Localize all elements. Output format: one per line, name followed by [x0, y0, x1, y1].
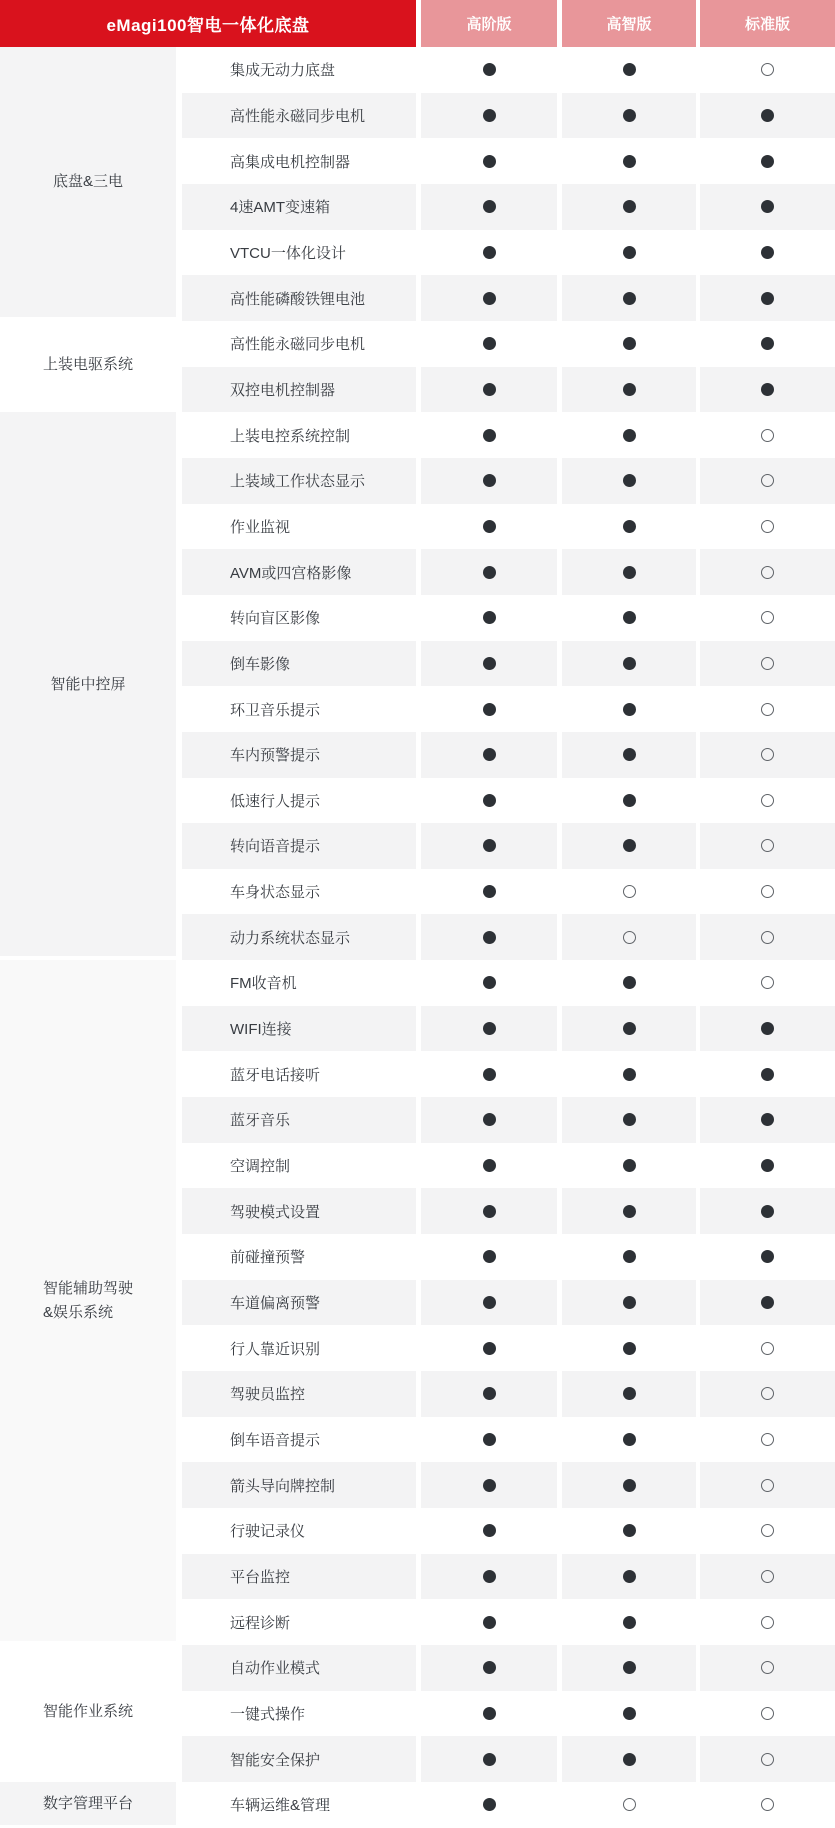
filled-dot-icon	[483, 383, 496, 396]
table-title: eMagi100智电一体化底盘	[0, 0, 416, 47]
availability-cell	[562, 1508, 696, 1554]
filled-dot-icon	[483, 1159, 496, 1172]
availability-cell	[700, 1280, 835, 1326]
availability-cell	[700, 1097, 835, 1143]
category-label	[43, 1792, 133, 1815]
filled-dot-icon	[483, 109, 496, 122]
filled-dot-icon	[761, 337, 774, 350]
category-label-line: &娱乐系统	[42, 1303, 113, 1321]
category-cell	[0, 1782, 176, 1825]
availability-cell	[421, 1371, 557, 1417]
availability-cell	[562, 504, 696, 550]
availability-cell	[421, 1462, 557, 1508]
feature-cell: FM收音机	[230, 975, 297, 993]
open-dot-icon	[761, 1570, 774, 1583]
open-dot-icon	[623, 931, 636, 944]
availability-cell	[421, 823, 557, 869]
filled-dot-icon	[483, 63, 496, 76]
availability-cell	[562, 1554, 696, 1600]
filled-dot-icon	[623, 1661, 636, 1674]
availability-cell	[700, 1188, 835, 1234]
feature-cell: 远程诊断	[230, 1614, 291, 1632]
column-header-trim-3: 标准版	[700, 0, 835, 47]
availability-cell	[421, 1051, 557, 1097]
category-label-line: 上装电驱系统	[42, 355, 133, 373]
filled-dot-icon	[623, 1250, 636, 1263]
open-dot-icon	[623, 1798, 636, 1811]
filled-dot-icon	[483, 611, 496, 624]
category-label	[50, 673, 125, 696]
open-dot-icon	[761, 657, 774, 670]
table-header	[0, 0, 835, 47]
filled-dot-icon	[761, 1022, 774, 1035]
category-label-line: 数字管理平台	[42, 1794, 133, 1812]
open-dot-icon	[761, 1524, 774, 1537]
availability-cell	[700, 595, 835, 641]
availability-cell	[421, 686, 557, 732]
availability-cell	[421, 1143, 557, 1189]
availability-cell	[700, 93, 835, 139]
filled-dot-icon	[483, 976, 496, 989]
availability-cell	[421, 93, 557, 139]
availability-cell	[700, 1462, 835, 1508]
availability-cell	[700, 1325, 835, 1371]
filled-dot-icon	[761, 1205, 774, 1218]
feature-cell: 转向语音提示	[182, 823, 416, 869]
availability-cell	[562, 1645, 696, 1691]
filled-dot-icon	[483, 1387, 496, 1400]
availability-cell	[562, 1143, 696, 1189]
filled-dot-icon	[623, 794, 636, 807]
open-dot-icon	[761, 885, 774, 898]
availability-cell	[421, 1325, 557, 1371]
open-dot-icon	[761, 520, 774, 533]
availability-cell	[700, 321, 835, 367]
filled-dot-icon	[623, 566, 636, 579]
feature-cell: 上装域工作状态显示	[182, 458, 416, 504]
availability-cell	[700, 367, 835, 413]
filled-dot-icon	[623, 246, 636, 259]
availability-cell	[700, 230, 835, 276]
filled-dot-icon	[761, 155, 774, 168]
availability-cell	[700, 549, 835, 595]
availability-cell	[421, 1234, 557, 1280]
filled-dot-icon	[623, 976, 636, 989]
availability-cell	[421, 869, 557, 915]
feature-cell: 自动作业模式	[182, 1645, 416, 1691]
filled-dot-icon	[761, 1113, 774, 1126]
open-dot-icon	[761, 703, 774, 716]
feature-cell: 驾驶模式设置	[182, 1188, 416, 1234]
feature-cell: 蓝牙电话接听	[230, 1066, 321, 1084]
availability-cell	[562, 1736, 696, 1782]
feature-cell: 行人靠近识别	[230, 1340, 321, 1358]
filled-dot-icon	[483, 657, 496, 670]
open-dot-icon	[761, 1661, 774, 1674]
category-label-line: 智能中控屏	[50, 675, 126, 693]
filled-dot-icon	[483, 1524, 496, 1537]
table-body	[0, 47, 835, 1828]
filled-dot-icon	[623, 611, 636, 624]
feature-cell: 前碰撞预警	[230, 1249, 306, 1267]
filled-dot-icon	[623, 1113, 636, 1126]
filled-dot-icon	[623, 1068, 636, 1081]
availability-cell	[421, 230, 557, 276]
availability-cell	[562, 1417, 696, 1463]
filled-dot-icon	[483, 839, 496, 852]
feature-cell: 空调控制	[230, 1158, 291, 1176]
availability-cell	[562, 1051, 696, 1097]
availability-cell	[562, 1006, 696, 1052]
filled-dot-icon	[483, 1753, 496, 1766]
filled-dot-icon	[483, 1433, 496, 1446]
availability-cell	[562, 412, 696, 458]
availability-cell	[562, 1371, 696, 1417]
filled-dot-icon	[483, 1616, 496, 1629]
filled-dot-icon	[761, 1296, 774, 1309]
feature-cell: 双控电机控制器	[182, 367, 416, 413]
open-dot-icon	[761, 748, 774, 761]
category-cell	[0, 1645, 176, 1778]
availability-cell	[700, 1051, 835, 1097]
filled-dot-icon	[623, 520, 636, 533]
availability-cell	[700, 412, 835, 458]
filled-dot-icon	[623, 1616, 636, 1629]
filled-dot-icon	[623, 1479, 636, 1492]
filled-dot-icon	[483, 429, 496, 442]
open-dot-icon	[761, 566, 774, 579]
feature-cell: 智能安全保护	[182, 1736, 416, 1782]
availability-cell	[700, 1599, 835, 1645]
open-dot-icon	[761, 1479, 774, 1492]
availability-cell	[421, 1736, 557, 1782]
availability-cell	[700, 184, 835, 230]
availability-cell	[700, 1417, 835, 1463]
category-label-line: 智能作业系统	[42, 1702, 133, 1720]
filled-dot-icon	[623, 200, 636, 213]
filled-dot-icon	[483, 1661, 496, 1674]
filled-dot-icon	[623, 1387, 636, 1400]
availability-cell	[421, 184, 557, 230]
filled-dot-icon	[761, 246, 774, 259]
feature-cell: 蓝牙音乐	[182, 1097, 416, 1143]
open-dot-icon	[761, 1387, 774, 1400]
availability-cell	[421, 1554, 557, 1600]
column-header-trim-2: 高智版	[562, 0, 696, 47]
availability-cell	[700, 47, 835, 93]
filled-dot-icon	[623, 1342, 636, 1355]
filled-dot-icon	[761, 292, 774, 305]
filled-dot-icon	[623, 1707, 636, 1720]
availability-cell	[421, 1691, 557, 1737]
feature-cell: 车身状态显示	[230, 884, 321, 902]
category-label	[53, 170, 123, 193]
availability-cell	[700, 960, 835, 1006]
availability-cell	[421, 504, 557, 550]
filled-dot-icon	[623, 383, 636, 396]
filled-dot-icon	[623, 292, 636, 305]
availability-cell	[700, 686, 835, 732]
filled-dot-icon	[623, 1159, 636, 1172]
filled-dot-icon	[623, 1205, 636, 1218]
filled-dot-icon	[623, 657, 636, 670]
category-cell	[0, 47, 176, 317]
feature-cell: 驾驶员监控	[182, 1371, 416, 1417]
availability-cell	[562, 732, 696, 778]
filled-dot-icon	[623, 1753, 636, 1766]
availability-cell	[421, 549, 557, 595]
availability-cell	[562, 1097, 696, 1143]
availability-cell	[700, 732, 835, 778]
feature-cell: 动力系统状态显示	[182, 914, 416, 960]
availability-cell	[700, 914, 835, 960]
filled-dot-icon	[623, 337, 636, 350]
filled-dot-icon	[483, 1068, 496, 1081]
feature-cell: 集成无动力底盘	[230, 62, 336, 80]
availability-cell	[562, 138, 696, 184]
filled-dot-icon	[483, 885, 496, 898]
availability-cell	[700, 1143, 835, 1189]
availability-cell	[700, 1508, 835, 1554]
availability-cell	[700, 1691, 835, 1737]
availability-cell	[421, 458, 557, 504]
availability-cell	[421, 138, 557, 184]
filled-dot-icon	[761, 200, 774, 213]
filled-dot-icon	[623, 429, 636, 442]
filled-dot-icon	[623, 1570, 636, 1583]
availability-cell	[562, 458, 696, 504]
feature-cell: 车辆运维&管理	[230, 1797, 331, 1815]
category-label	[43, 1277, 133, 1324]
availability-cell	[562, 641, 696, 687]
open-dot-icon	[761, 839, 774, 852]
availability-cell	[562, 184, 696, 230]
category-label-line: 底盘&三电	[52, 173, 123, 191]
availability-cell	[562, 595, 696, 641]
feature-cell: AVM或四宫格影像	[182, 549, 416, 595]
open-dot-icon	[623, 885, 636, 898]
availability-cell	[421, 1645, 557, 1691]
filled-dot-icon	[483, 931, 496, 944]
filled-dot-icon	[623, 155, 636, 168]
filled-dot-icon	[483, 1296, 496, 1309]
filled-dot-icon	[483, 520, 496, 533]
open-dot-icon	[761, 976, 774, 989]
availability-cell	[421, 367, 557, 413]
availability-cell	[421, 412, 557, 458]
category-cell	[0, 960, 176, 1641]
feature-cell: 行驶记录仪	[230, 1523, 306, 1541]
filled-dot-icon	[623, 1524, 636, 1537]
filled-dot-icon	[483, 1022, 496, 1035]
filled-dot-icon	[623, 1433, 636, 1446]
availability-cell	[562, 1691, 696, 1737]
feature-cell: WIFI连接	[182, 1006, 416, 1052]
availability-cell	[421, 1417, 557, 1463]
filled-dot-icon	[483, 1570, 496, 1583]
filled-dot-icon	[483, 1707, 496, 1720]
feature-cell: 一键式操作	[230, 1705, 306, 1723]
filled-dot-icon	[761, 109, 774, 122]
feature-cell: 倒车语音提示	[230, 1432, 321, 1450]
feature-cell: 环卫音乐提示	[230, 701, 321, 719]
feature-cell: 低速行人提示	[230, 792, 321, 810]
availability-cell	[700, 823, 835, 869]
filled-dot-icon	[483, 748, 496, 761]
availability-cell	[562, 823, 696, 869]
availability-cell	[421, 641, 557, 687]
availability-cell	[700, 869, 835, 915]
availability-cell	[700, 1782, 835, 1828]
open-dot-icon	[761, 794, 774, 807]
open-dot-icon	[761, 1798, 774, 1811]
open-dot-icon	[761, 429, 774, 442]
availability-cell	[562, 1234, 696, 1280]
feature-cell: VTCU一体化设计	[230, 244, 346, 262]
availability-cell	[562, 549, 696, 595]
feature-cell: 箭头导向牌控制	[182, 1462, 416, 1508]
availability-cell	[700, 1554, 835, 1600]
feature-cell: 转向盲区影像	[230, 610, 321, 628]
feature-cell: 高性能永磁同步电机	[182, 93, 416, 139]
availability-cell	[421, 321, 557, 367]
availability-cell	[562, 869, 696, 915]
availability-cell	[562, 686, 696, 732]
availability-cell	[421, 47, 557, 93]
availability-cell	[562, 93, 696, 139]
feature-cell: 高性能永磁同步电机	[230, 336, 366, 354]
feature-cell: 高集成电机控制器	[230, 153, 351, 171]
availability-cell	[421, 275, 557, 321]
category-label-line: 智能辅助驾驶	[42, 1280, 133, 1298]
availability-cell	[421, 1188, 557, 1234]
filled-dot-icon	[761, 1250, 774, 1263]
filled-dot-icon	[623, 703, 636, 716]
availability-cell	[421, 960, 557, 1006]
filled-dot-icon	[483, 566, 496, 579]
feature-cell: 上装电控系统控制	[230, 427, 351, 445]
availability-cell	[562, 230, 696, 276]
filled-dot-icon	[483, 246, 496, 259]
availability-cell	[700, 641, 835, 687]
filled-dot-icon	[623, 748, 636, 761]
availability-cell	[562, 1188, 696, 1234]
availability-cell	[700, 1645, 835, 1691]
feature-cell: 高性能磷酸铁锂电池	[182, 275, 416, 321]
open-dot-icon	[761, 1433, 774, 1446]
filled-dot-icon	[483, 794, 496, 807]
availability-cell	[421, 1280, 557, 1326]
filled-dot-icon	[761, 1159, 774, 1172]
availability-cell	[562, 1462, 696, 1508]
filled-dot-icon	[623, 474, 636, 487]
availability-cell	[562, 1599, 696, 1645]
filled-dot-icon	[483, 1798, 496, 1811]
availability-cell	[562, 367, 696, 413]
filled-dot-icon	[483, 1205, 496, 1218]
availability-cell	[700, 778, 835, 824]
open-dot-icon	[761, 63, 774, 76]
filled-dot-icon	[623, 839, 636, 852]
open-dot-icon	[761, 611, 774, 624]
feature-cell: 车内预警提示	[182, 732, 416, 778]
filled-dot-icon	[483, 155, 496, 168]
availability-cell	[421, 914, 557, 960]
availability-cell	[421, 1097, 557, 1143]
feature-cell: 4速AMT变速箱	[182, 184, 416, 230]
open-dot-icon	[761, 931, 774, 944]
availability-cell	[562, 778, 696, 824]
category-cell	[0, 321, 176, 408]
availability-cell	[700, 1234, 835, 1280]
filled-dot-icon	[483, 292, 496, 305]
feature-cell: 倒车影像	[182, 641, 416, 687]
feature-cell: 车道偏离预警	[182, 1280, 416, 1326]
filled-dot-icon	[483, 1479, 496, 1492]
availability-cell	[700, 138, 835, 184]
feature-cell: 作业监视	[230, 518, 291, 536]
availability-cell	[421, 595, 557, 641]
open-dot-icon	[761, 1342, 774, 1355]
availability-cell	[562, 1325, 696, 1371]
filled-dot-icon	[623, 1296, 636, 1309]
filled-dot-icon	[483, 1113, 496, 1126]
availability-cell	[562, 960, 696, 1006]
filled-dot-icon	[623, 1022, 636, 1035]
open-dot-icon	[761, 1753, 774, 1766]
filled-dot-icon	[761, 383, 774, 396]
availability-cell	[562, 914, 696, 960]
filled-dot-icon	[623, 109, 636, 122]
availability-cell	[421, 1599, 557, 1645]
feature-cell: 平台监控	[182, 1554, 416, 1600]
category-label	[43, 1700, 133, 1723]
category-label	[43, 353, 133, 376]
availability-cell	[421, 732, 557, 778]
availability-cell	[421, 1006, 557, 1052]
availability-cell	[700, 1006, 835, 1052]
open-dot-icon	[761, 1616, 774, 1629]
filled-dot-icon	[483, 474, 496, 487]
filled-dot-icon	[483, 1342, 496, 1355]
availability-cell	[700, 275, 835, 321]
column-header-trim-1: 高阶版	[421, 0, 557, 47]
availability-cell	[421, 1508, 557, 1554]
availability-cell	[562, 47, 696, 93]
filled-dot-icon	[483, 703, 496, 716]
availability-cell	[562, 1782, 696, 1828]
open-dot-icon	[761, 474, 774, 487]
availability-cell	[700, 458, 835, 504]
open-dot-icon	[761, 1707, 774, 1720]
availability-cell	[562, 1280, 696, 1326]
availability-cell	[700, 1371, 835, 1417]
filled-dot-icon	[761, 1068, 774, 1081]
filled-dot-icon	[623, 63, 636, 76]
filled-dot-icon	[483, 1250, 496, 1263]
availability-cell	[700, 504, 835, 550]
availability-cell	[421, 1782, 557, 1828]
availability-cell	[700, 1736, 835, 1782]
availability-cell	[562, 321, 696, 367]
filled-dot-icon	[483, 337, 496, 350]
filled-dot-icon	[483, 200, 496, 213]
category-cell	[0, 412, 176, 956]
availability-cell	[562, 275, 696, 321]
availability-cell	[421, 778, 557, 824]
